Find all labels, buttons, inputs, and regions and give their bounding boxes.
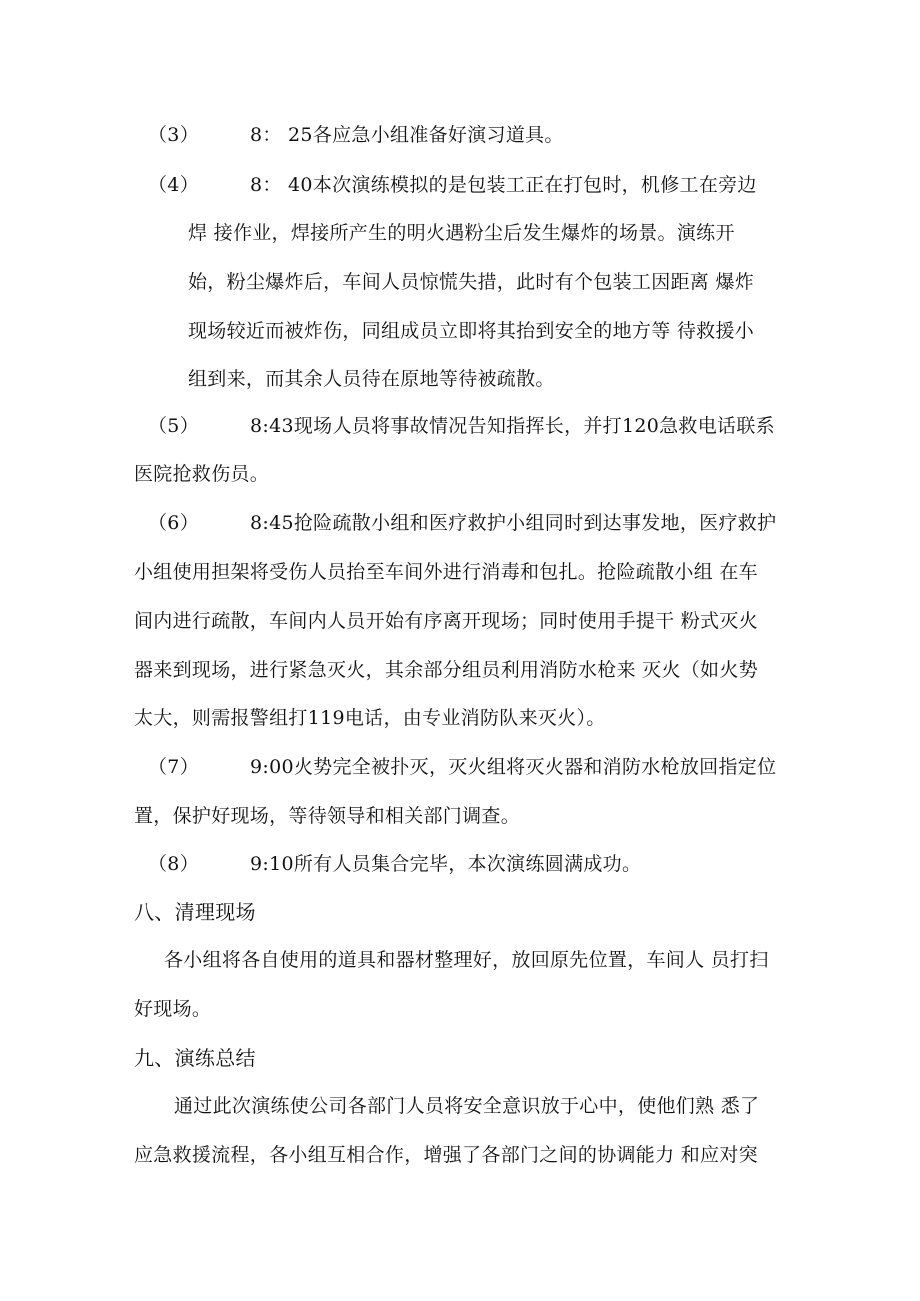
list-item-5 — [148, 413, 775, 439]
section-9-line-2: 应急救援流程，各小组互相合作，增强了各部门之间的协调能力 和应对突 — [134, 1144, 758, 1166]
section-9-line-1: 通过此次演练使公司各部门人员将安全意识放于心中，使他们熟 悉了 — [174, 1095, 760, 1117]
item-6-line-3: 间内进行疏散，车间内人员开始有序离开现场；同时使用手提干 粉式灭火 — [134, 610, 758, 632]
item-number: （6） — [148, 512, 199, 534]
item-4-line-5: 组到来，而其余人员待在原地等待被疏散。 — [188, 368, 555, 390]
item-6-line-2: 小组使用担架将受伤人员抬至车间外进行消毒和包扎。抢险疏散小组 在车 — [134, 561, 758, 583]
item-text: 9:10所有人员集合完毕，本次演练圆满成功。 — [250, 853, 642, 875]
section-9-heading: 九、演练总结 — [134, 1046, 256, 1070]
item-5-line-2: 医院抢救伤员。 — [134, 463, 270, 485]
item-text: 8:45抢险疏散小组和医疗救护小组同时到达事发地，医疗救护 — [250, 512, 777, 534]
item-4-line-2: 焊 接作业，焊接所产生的明火遇粉尘后发生爆炸的场景。演练开 — [188, 222, 735, 244]
list-item-7 — [148, 754, 776, 780]
item-time-prefix: 8： — [250, 174, 282, 196]
item-text: 40本次演练模拟的是包装工正在打包时，机修工在旁边 — [288, 174, 757, 196]
item-number: （4） — [148, 174, 199, 196]
item-number: （3） — [148, 124, 199, 146]
item-number: （7） — [148, 756, 199, 778]
list-item-3 — [148, 122, 564, 148]
list-item-8 — [148, 851, 641, 877]
item-6-line-5: 太大，则需报警组打119电话，由专业消防队来灭火）。 — [134, 707, 606, 729]
item-number: （8） — [148, 853, 199, 875]
item-text: 9:00火势完全被扑灭，灭火组将灭火器和消防水枪放回指定位 — [250, 756, 777, 778]
item-7-line-2: 置，保护好现场，等待领导和相关部门调查。 — [134, 805, 521, 827]
item-4-line-4: 现场较近而被炸伤，同组成员立即将其抬到安全的地方等 待救援小 — [188, 320, 755, 342]
item-number: （5） — [148, 415, 199, 437]
item-6-line-4: 器来到现场，进行紧急灭火，其余部分组员利用消防水枪来 灭火（如火势 — [134, 659, 758, 681]
list-item-6 — [148, 510, 776, 536]
item-time-prefix: 8： — [250, 124, 282, 146]
item-text: 25各应急小组准备好演习道具。 — [288, 124, 564, 146]
item-text: 8:43现场人员将事故情况告知指挥长，并打120急救电话联系 — [250, 415, 775, 437]
item-4-line-3: 始，粉尘爆炸后，车间人员惊慌失措，此时有个包装工因距离 爆炸 — [188, 271, 755, 293]
section-8-heading: 八、清理现场 — [134, 900, 256, 924]
section-8-line-1: 各小组将各自使用的道具和器材整理好，放回原先位置，车间人 员打扫 — [164, 949, 769, 971]
list-item-4 — [148, 172, 757, 198]
section-8-line-2: 好现场。 — [134, 998, 212, 1020]
